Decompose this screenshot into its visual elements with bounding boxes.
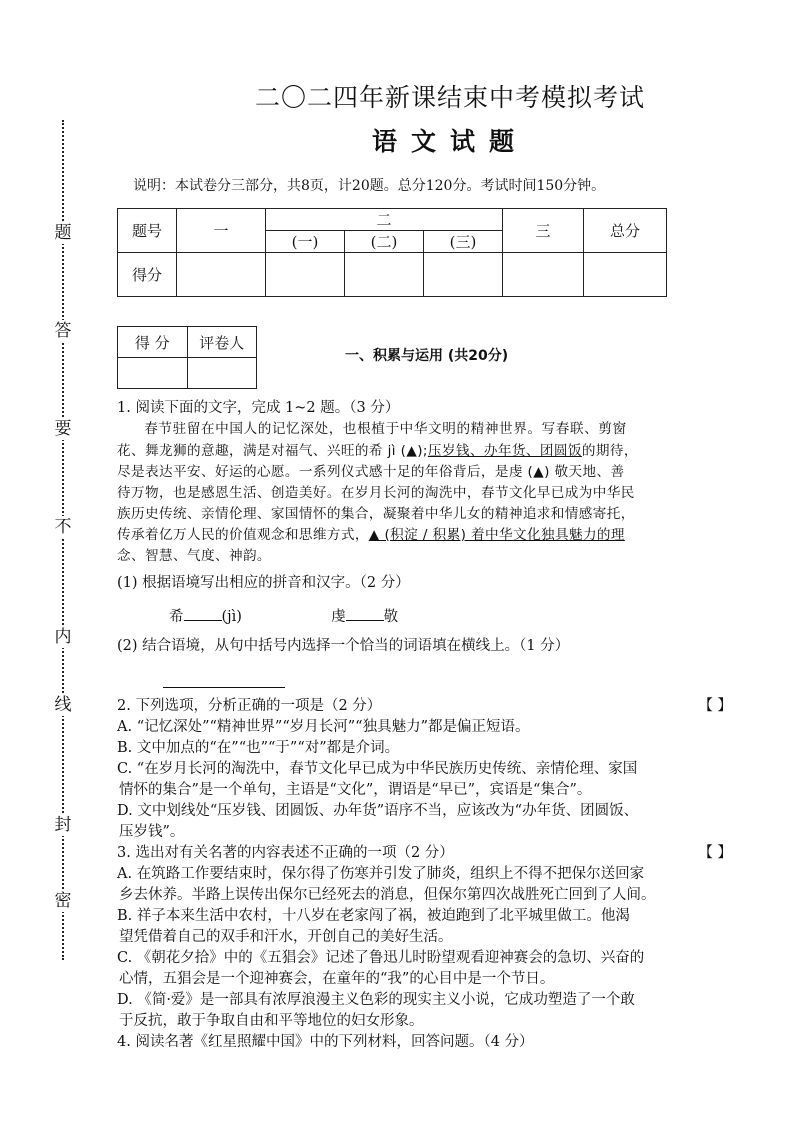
option: A. “记忆深处”“精神世界”“岁月长河”“独具魅力”都是偏正短语。 [117, 719, 530, 735]
option-continued: 情怀的集合”是一个单句，主语是“文化”，谓语是“早已”，宾语是“集合”。 [119, 782, 592, 798]
question-stem [117, 696, 732, 717]
margin-strip [52, 120, 74, 960]
passage-line: 族历史传统、亲情伦理、家国情怀的集合，凝聚着中华儿女的精神追求和情感寄托， [117, 506, 635, 522]
option-continued: 压岁钱”。 [119, 824, 185, 840]
score-table-header: 三 [503, 209, 584, 253]
score-table-header: 一 [177, 209, 266, 253]
grader-name-cell[interactable] [187, 358, 257, 389]
option: D. 文中划线处“压岁钱、团圆饭、办年货”语序不当，应该改为“办年货、团圆饭、 [117, 803, 639, 819]
answer-line[interactable] [163, 685, 285, 688]
passage-text: 花、舞龙狮的意趣，满是对福气、兴旺的希 jì (▲); [117, 443, 428, 459]
grader-table [117, 326, 257, 389]
score-table-subheader: (三) [424, 231, 503, 253]
score-table-subheader: (二) [345, 231, 424, 253]
margin-char: 线 [52, 694, 74, 716]
question-stem: 4. 阅读名著《红星照耀中国》中的下列材料，回答问题。（4 分） [117, 1034, 534, 1050]
passage-text: 传承着亿万人民的价值观念和思维方式， [117, 527, 369, 543]
question-stem: 1. 阅读下面的文字，完成 1~2 题。（3 分） [117, 400, 400, 416]
fill-pinyin: (jì) [221, 609, 242, 625]
score-table-header: 总分 [584, 209, 667, 253]
score-cell[interactable] [345, 253, 424, 297]
score-table-header: 二 [266, 209, 503, 231]
passage-text: 的期待， [581, 443, 638, 459]
question-stem-text: 3. 选出对有关名著的内容表述不正确的一项（2 分） [117, 845, 454, 861]
margin-char: 内 [52, 626, 74, 648]
section-title: 一、积累与运用 (共20分) [345, 348, 509, 364]
passage-line [117, 441, 732, 462]
grader-score-label: 得 分 [118, 327, 188, 358]
score-cell[interactable] [584, 253, 667, 297]
passage-line: 待万物，也是感恩生活、创造美好。在岁月长河的淘洗中，春节文化早已成为中华民 [117, 485, 635, 501]
option: D. 《简·爱》是一部具有浓厚浪漫主义色彩的现实主义小说，它成功塑造了一个敢 [117, 992, 635, 1008]
option: A. 在筑路工作要结束时，保尔得了伤寒并引发了肺炎，组织上不得不把保尔送回家 [117, 866, 645, 882]
question-stem-text: 2. 下列选项，分析正确的一项是（2 分） [117, 698, 382, 714]
fill-row [117, 606, 732, 630]
grader-name-label: 评卷人 [187, 327, 257, 358]
score-table-header: 题号 [118, 209, 177, 253]
margin-char: 答 [52, 320, 74, 342]
option: C. 《朝花夕拾》中的《五猖会》记述了鲁迅儿时盼望观看迎神赛会的急切、兴奋的 [117, 950, 645, 966]
question-stem [117, 843, 732, 864]
passage [117, 419, 732, 567]
fill-char: 虔 [331, 609, 346, 625]
option-continued: 于反抗，敢于争取自由和平等地位的妇女形象。 [119, 1013, 424, 1029]
page-subtitle: 语文试题 [371, 127, 528, 156]
score-cell[interactable] [177, 253, 266, 297]
answer-bracket[interactable]: 【 】 [698, 698, 732, 714]
score-cell[interactable] [424, 253, 503, 297]
passage-line: 春节驻留在中国人的记忆深处，也根植于中华文明的精神世界。写春联、剪窗 [144, 421, 627, 437]
question-content [117, 398, 732, 1053]
answer-blank[interactable] [184, 606, 222, 621]
grader-score-cell[interactable] [118, 358, 188, 389]
score-table [117, 208, 667, 297]
score-table-subheader: (一) [266, 231, 345, 253]
passage-blank-text: ▲ (积淀 / 积累) 着中华文化独具魅力的理 [368, 527, 625, 543]
option-continued: 望凭借着自己的双手和汗水，开创自己的美好生活。 [119, 929, 453, 945]
answer-blank[interactable] [346, 606, 384, 621]
score-row-label: 得分 [118, 253, 177, 297]
margin-char: 不 [52, 516, 74, 538]
option-continued: 心情，五猖会是一个迎神赛会，在童年的“我”的心目中是一个节日。 [119, 971, 555, 987]
fill-char: 敬 [383, 609, 399, 625]
margin-char: 题 [52, 222, 74, 244]
page-title: 二〇二四年新课结束中考模拟考试 [254, 83, 645, 112]
option-continued: 乡去休养。半路上误传出保尔已经死去的消息，但保尔第四次战胜死亡回到了人间。 [119, 887, 656, 903]
sub-question: (1) 根据语境写出相应的拼音和汉字。（2 分） [117, 575, 410, 591]
answer-bracket[interactable]: 【 】 [698, 845, 732, 861]
margin-char: 密 [52, 890, 74, 912]
fill-char: 希 [169, 609, 184, 625]
score-cell[interactable] [503, 253, 584, 297]
passage-line: 念、智慧、气度、神韵。 [117, 548, 271, 564]
option: C. “在岁月长河的淘洗中，春节文化早已成为中华民族历史传统、亲情伦理、家国 [117, 761, 638, 777]
sub-question: (2) 结合语境，从句中括号内选择一个恰当的词语填在横线上。（1 分） [117, 638, 570, 654]
exam-instructions: 说明：本试卷分三部分，共8页，计20题。总分120分。考试时间150分钟。 [133, 178, 606, 194]
margin-char: 封 [52, 814, 74, 836]
score-cell[interactable] [266, 253, 345, 297]
passage-line [117, 525, 732, 546]
option: B. 文中加点的“在”“也”“于”“对”都是介词。 [117, 740, 400, 756]
margin-char: 要 [52, 418, 74, 440]
option: B. 祥子本来生活中农村，十八岁在老家闯了祸，被迫跑到了北平城里做工。他渴 [117, 908, 630, 924]
underlined-phrase: 压岁钱、办年货、团圆饭 [427, 443, 582, 459]
passage-line: 尽是表达平安、好运的心愿。一系列仪式感十足的年俗背后，是虔 (▲) 敬天地、善 [117, 464, 625, 480]
